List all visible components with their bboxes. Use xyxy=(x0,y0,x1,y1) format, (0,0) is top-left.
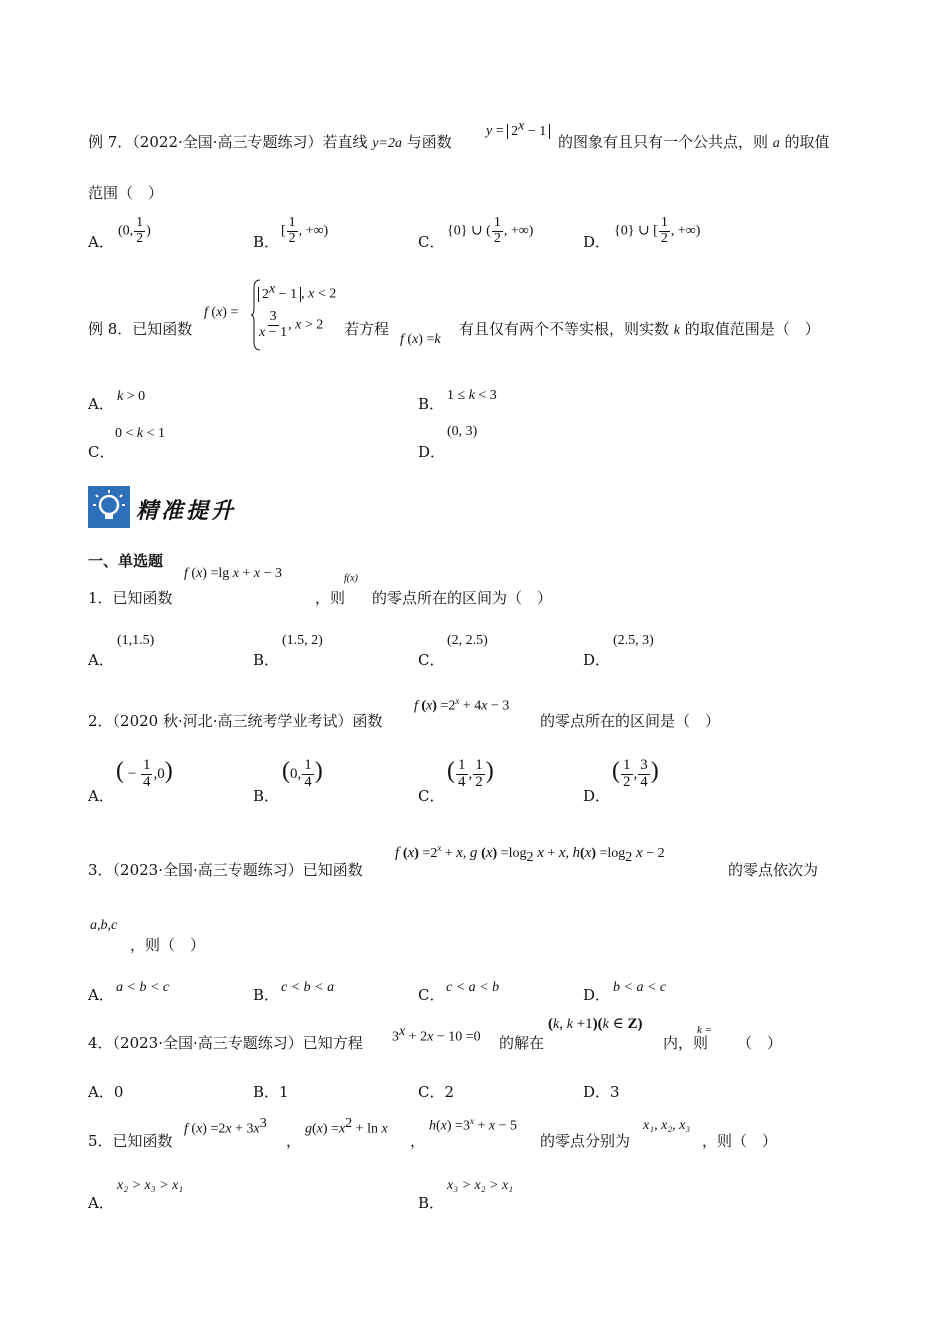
q1-option-a-label: A． xyxy=(88,651,114,669)
q4-stem-a: 4．（2023·全国·高三专题练习）已知方程 xyxy=(88,1034,363,1052)
ex8-option-c-label: C． xyxy=(88,443,115,461)
q3-option-c: c < a < b xyxy=(446,980,500,995)
q3-option-b-label: B． xyxy=(253,986,280,1004)
ex7-option-b: [ $\frac{1}{2}$ , +∞) xyxy=(281,215,329,246)
q4-option-a: A．0 xyxy=(88,1083,124,1101)
q5-option-a-label: A． xyxy=(88,1194,114,1212)
q3-stem-b: 的零点依次为 xyxy=(728,861,819,879)
ex7-var-a: a xyxy=(772,136,780,151)
q5-f: f $(x) =2x + 3x^3$ xyxy=(184,1116,267,1137)
q1-stem-b: ，则 xyxy=(315,589,346,607)
ex8-stem-b: 若方程 xyxy=(344,320,390,338)
q3-abc: a,b,c xyxy=(90,918,118,933)
q5-option-b-label: B． xyxy=(418,1194,445,1212)
q3-option-c-label: C． xyxy=(418,986,445,1004)
q3-stem-c: ，则（ ） xyxy=(130,936,206,954)
ex7-function-formula: $y = 2^x - 1$ xyxy=(486,118,550,140)
q3-option-a: a < b < c xyxy=(116,980,170,995)
ex7-stem-d: 的取值 xyxy=(779,133,830,151)
ex7-option-d-label: D． xyxy=(583,233,611,251)
q2-option-d-label: D． xyxy=(583,787,611,805)
q5-option-b: x₃ > x₂ > x₁ xyxy=(447,1178,514,1193)
q1-option-d-label: D． xyxy=(583,651,611,669)
ex8-option-b-label: B． xyxy=(418,395,445,413)
q2-option-a: ( − $\frac{1}{4}$ ,0) xyxy=(116,757,173,791)
ex8-stem-d: 的取值范围是（ ） xyxy=(680,320,820,338)
q1-option-b-label: B． xyxy=(253,651,280,669)
q2-formula: f $(x) =2^x + 4x - 3$ xyxy=(414,696,510,714)
q3-option-d-label: D． xyxy=(583,986,611,1004)
q5-h: $h(x) =3^x + x - 5$ xyxy=(429,1116,517,1134)
ex8-stem-c: 有且仅有两个不等实根，则实数 xyxy=(459,320,674,338)
ex7-option-c-label: C． xyxy=(418,233,445,251)
q2-option-d: ( $\frac{1}{2}$ , $\frac{3}{4}$ ) xyxy=(612,757,659,791)
ex8-stem-tail xyxy=(459,318,820,339)
q1-option-c: (2, 2.5) xyxy=(447,633,488,648)
ex7-option-b-label: B． xyxy=(253,233,280,251)
ex7-option-c: {0} ∪ ( $\frac{1}{2}$ , +∞) xyxy=(447,215,534,246)
q4-k-equals: k = xyxy=(697,1024,713,1036)
q1-formula: f (x) =lg x + x − 3 xyxy=(184,566,282,581)
ex8-f-def: f (x) = xyxy=(204,305,239,320)
q4-option-d: D．3 xyxy=(583,1083,620,1101)
subsection-heading: 一、单选题 xyxy=(88,552,164,570)
ex7-stem-line1 xyxy=(88,131,452,152)
q2-option-b: (0, $\frac{1}{4}$ ) xyxy=(282,757,323,791)
q5-stem-c: ，则（ ） xyxy=(702,1132,778,1150)
q1-fx: f(x) xyxy=(344,573,358,584)
ex8-option-c: 0 < k < 1 xyxy=(115,426,166,441)
q1-option-a: (1,1.5) xyxy=(117,633,155,648)
ex8-var-k: k xyxy=(673,323,680,338)
ex7-stem-a: 例 7．（2022·全国·高三专题练习）若直线 xyxy=(88,133,373,151)
ex7-stem-c: 的图象有且只有一个公共点，则 xyxy=(558,133,773,151)
q3-option-a-label: A． xyxy=(88,986,114,1004)
ex7-option-a: (0, $\frac{1}{2}$ ) xyxy=(118,215,151,246)
q4-stem-d: （ ） xyxy=(737,1034,783,1052)
section-title: 精准提升 xyxy=(136,499,237,524)
lightbulb-icon xyxy=(88,486,130,528)
q2-option-b-label: B． xyxy=(253,787,280,805)
q2-stem-b: 的零点所在的区间是（ ） xyxy=(540,712,721,730)
q4-stem-c: 内，则 xyxy=(663,1034,709,1052)
q4-interval: (k, k +1)(k ∈ Z) xyxy=(548,1016,643,1032)
ex8-case-1: $2^x - 1$ , x < 2 xyxy=(258,281,336,303)
q2-option-a-label: A． xyxy=(88,787,114,805)
ex7-line-eq: y=2a xyxy=(372,136,402,151)
ex7-stem-line2: 范围（ ） xyxy=(88,184,164,202)
q3-formula: f $(x) =2^x + x$, g $(x) =\log_2$ x + x, $h(x) =\log_2$ x − 2 xyxy=(395,843,665,865)
q3-stem-a: 3．（2023·全国·高三专题练习）已知函数 xyxy=(88,861,363,879)
q4-option-c: C．2 xyxy=(418,1083,455,1101)
q5-comma-2: ， xyxy=(410,1132,426,1150)
q1-stem-c: 的零点所在的区间为（ ） xyxy=(372,589,553,607)
q3-option-b: c < b < a xyxy=(281,980,335,995)
q2-stem-a: 2．（2020 秋·河北·高三统考学业考试）函数 xyxy=(88,712,383,730)
q5-g: $g(x) =x^2 + \ln x$ xyxy=(305,1116,388,1137)
ex7-stem-b: 与函数 xyxy=(401,133,452,151)
q1-stem-a: 1．已知函数 xyxy=(88,589,173,607)
ex8-case-2: $\frac{3}{x - 1}$ , x > 2 xyxy=(259,309,324,340)
q5-stem-a: 5．已知函数 xyxy=(88,1132,173,1150)
ex7-stem-line1-tail xyxy=(558,131,830,152)
q3-option-d: b < a < c xyxy=(613,980,667,995)
ex8-option-b: 1 ≤ k < 3 xyxy=(447,388,497,403)
q5-comma-1: ， xyxy=(286,1132,302,1150)
q1-option-d: (2.5, 3) xyxy=(613,633,654,648)
q1-option-c-label: C． xyxy=(418,651,445,669)
q5-zeros: x₁, x₂, x₃ xyxy=(643,1118,691,1133)
ex7-option-a-label: A． xyxy=(88,233,114,251)
q2-option-c-label: C． xyxy=(418,787,445,805)
ex8-stem-a: 例 8．已知函数 xyxy=(88,320,193,338)
ex7-option-d: {0} ∪ [ $\frac{1}{2}$ , +∞) xyxy=(614,215,701,246)
ex8-option-a-label: A． xyxy=(88,395,114,413)
q5-stem-b: 的零点分别为 xyxy=(540,1132,631,1150)
ex8-option-d-label: D． xyxy=(418,443,446,461)
q5-option-a: x₂ > x₃ > x₁ xyxy=(117,1178,184,1193)
ex8-equation: f (x) =k xyxy=(400,332,441,347)
q4-stem-b: 的解在 xyxy=(499,1034,545,1052)
q4-formula: $3^x + 2x - 10 =0$ xyxy=(392,1024,481,1045)
q2-option-c: ( $\frac{1}{4}$ , $\frac{1}{2}$ ) xyxy=(447,757,494,791)
ex8-option-d: (0, 3) xyxy=(447,424,478,439)
ex8-option-a: k > 0 xyxy=(117,389,146,404)
q1-option-b: (1.5, 2) xyxy=(282,633,323,648)
q4-option-b: B．1 xyxy=(253,1083,289,1101)
